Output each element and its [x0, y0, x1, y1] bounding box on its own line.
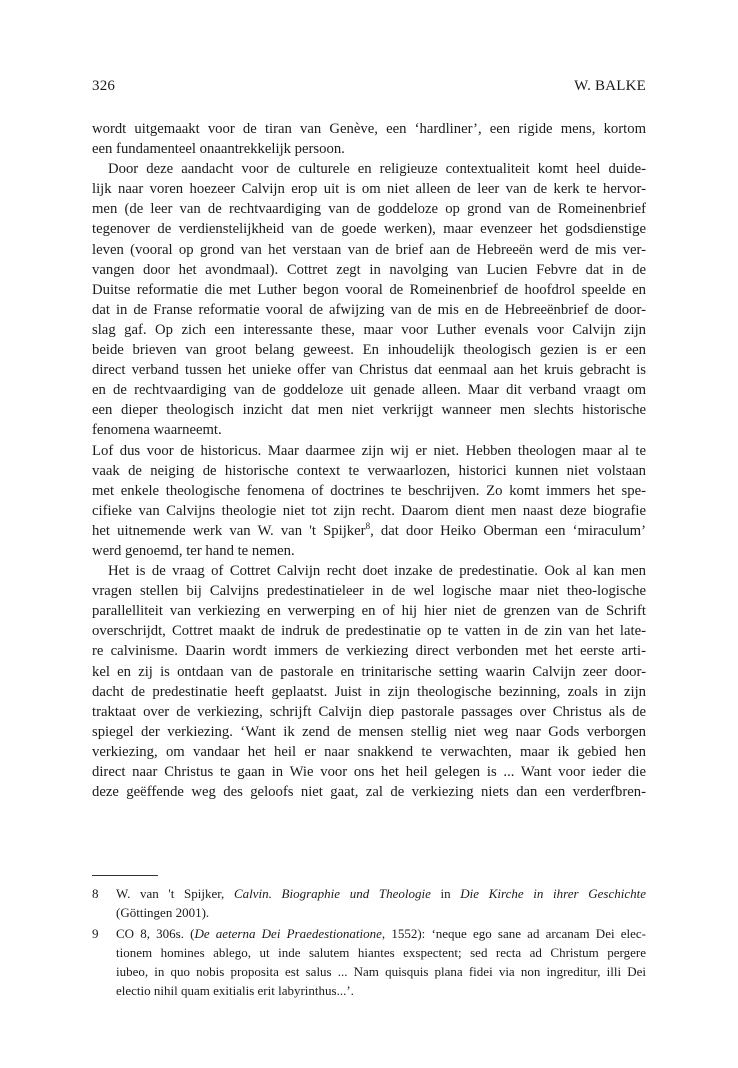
text-line: Duitse reformatie die met Luther begon vooral de Romeinenbrief de hoofdrol speelde en — [92, 281, 646, 298]
text-segment: CO 8, 306s. ( — [116, 926, 195, 941]
footnote-line: iubeo, in quo nobis proposita est salus ... Nam quisquis plana fidei via non ingreditur, illi Dei — [116, 964, 646, 979]
text-line: re calvinisme. Daarin wordt immers de verkiezing direct verbonden met het eerste arti- — [92, 643, 646, 660]
text-line: dacht de predestinatie heeft geplaatst. Juist in zijn theologische bezinning, zoals in zijn — [92, 683, 646, 700]
text-line: werd genoemd, ter hand te nemen. — [92, 542, 295, 559]
text-line: een fundamenteel onaantrekkelijk persoon. — [92, 141, 345, 158]
text-line: met enkele theologische fenomena of doctrines te beschrijven. Zo komt immers het spe- — [92, 482, 646, 499]
text-line: direct naar Christus te gaan in Wie voor ons het heil gelegen is ... Want voor ieder die — [92, 764, 646, 780]
footnotes — [92, 884, 646, 1000]
main-text — [92, 119, 646, 802]
text-line: slag gaf. Op zich een interessante these, maar voor Luther evenals voor Calvijn zijn — [92, 321, 646, 338]
footnote-line: (Göttingen 2001). — [116, 905, 210, 920]
text-line: overschrijdt, Cottret maakt de indruk de predestinatie op te vatten in de zin van het late- — [92, 623, 646, 640]
text-line: en de rechtvaardiging van de goddeloze uit genade alleen. Maar dit verband vraagt om — [92, 382, 646, 399]
text-line: Het is de vraag of Cottret Calvijn recht doet inzake de predestinatie. Ook al kan men — [108, 563, 646, 580]
page-number: 326 — [92, 78, 116, 94]
text-segment: in — [430, 886, 461, 901]
text-segment: , dat door Heiko Oberman een ‘miraculum’ — [370, 522, 646, 539]
running-head-author: W. BALKE — [574, 78, 646, 94]
text-line: spiegel der verkiezing. ‘Want ik zend de mensen stellig niet weg naar Gods verborgen — [92, 723, 646, 740]
text-line: wordt uitgemaakt voor de tiran van Genève, een ‘hardliner’, een rigide mens, kortom — [92, 121, 646, 137]
text-line: verkiezing, om vandaar het heil er naar snakkend te verwachten, maar ik gebied hen — [92, 743, 646, 760]
text-line: men (de leer van de rechtvaardiging van de goddeloze op grond van de Romeinenbrief — [92, 201, 646, 218]
text-line: een dieper theologisch inzicht dat men niet verkrijgt wanneer men slechts historische — [92, 402, 646, 419]
footnote — [92, 884, 646, 922]
text-line: parallelliteit van verkiezing en verwerping en of hij hier niet de grenzen van de Schrift — [92, 603, 646, 620]
text-segment: W. van 't Spijker, — [116, 886, 234, 901]
text-line: Door deze aandacht voor de culturele en religieuze contextualiteit komt heel duide- — [108, 161, 646, 178]
text-line: Lof dus voor de historicus. Maar daarmee zijn wij er niet. Hebben theologen maar al te — [92, 442, 646, 459]
work-title: De aeterna Dei Praedestionatione — [194, 926, 382, 941]
book-title: Calvin. Biographie und Theologie — [233, 886, 431, 901]
text-line: fenomena waarneemt. — [92, 422, 222, 439]
text-line: leven (vooral op grond van het verstaan van de brief aan de Hebreeën werd de mis ver- — [92, 241, 646, 258]
footnote-reference[interactable]: 8 — [365, 520, 371, 531]
footnote-line — [116, 884, 646, 903]
text-line: deze geëffende weg des geloofs niet gaat, zal de verkiezing niets dan een verderfbren- — [92, 784, 646, 801]
text-line: vaak de neiging de historische context te verwaarlozen, historici kunnen niet volstaan — [92, 462, 646, 479]
text-line: tegenover de verdienstelijkheid van de goede werken), maar evenzeer het godsdienstige — [92, 221, 646, 238]
text-line: kel en zij is ontdaan van de pastorale en trinitarische setting waarin Calvijn zeer door- — [92, 663, 646, 680]
text-line: vragen stellen bij Calvijns predestinatieleer in de wel logische maar niet theo-logische — [92, 583, 646, 600]
text-segment: het uitnemende werk van W. van 't Spijker — [92, 522, 366, 539]
text-line: lijk naar voren hoezeer Calvijn erop uit is om niet alleen de leer van de kerk te hervor- — [92, 181, 646, 198]
running-header — [92, 78, 646, 95]
footnote-number: 8 — [92, 886, 99, 901]
text-line: vangen door het avondmaal). Cottret zegt in navolging van Lucien Febvre dat in de — [92, 261, 646, 278]
text-line: cifieke van Calvijns theologie niet tot zijn recht. Daarom dient men naast deze biografie — [92, 502, 646, 519]
text-segment: , 1552): ‘neque ego sane ad arcanam Dei elec- — [381, 926, 646, 941]
footnote — [92, 924, 646, 1000]
text-line-with-footnote-ref — [92, 521, 646, 541]
series-title: Die Kirche in ihrer Geschichte — [460, 886, 646, 901]
text-line: dat in de Franse reformatie vooral de afwijzing van de mis en de Hebreeënbrief de door- — [92, 301, 646, 318]
text-line: traktaat over de verkiezing, schrijft Calvijn diep pastorale passages over Christus als de — [92, 703, 646, 720]
footnote-divider — [92, 875, 158, 876]
footnote-number: 9 — [92, 926, 99, 941]
text-line: beide brieven van groot belang geweest. En inhoudelijk theologisch gezien is er een — [92, 342, 646, 359]
footnote-line: electio nihil quam exitialis erit labyrinthus...’. — [116, 983, 354, 998]
footnote-line — [116, 924, 646, 943]
footnote-line: tionem homines ablego, ut inde salutem hiantes exspectent; sed recta ad Christum pergere — [116, 945, 646, 960]
text-line: direct verband tussen het unieke offer van Christus dat eenmaal aan het kruis gebracht is — [92, 362, 646, 379]
